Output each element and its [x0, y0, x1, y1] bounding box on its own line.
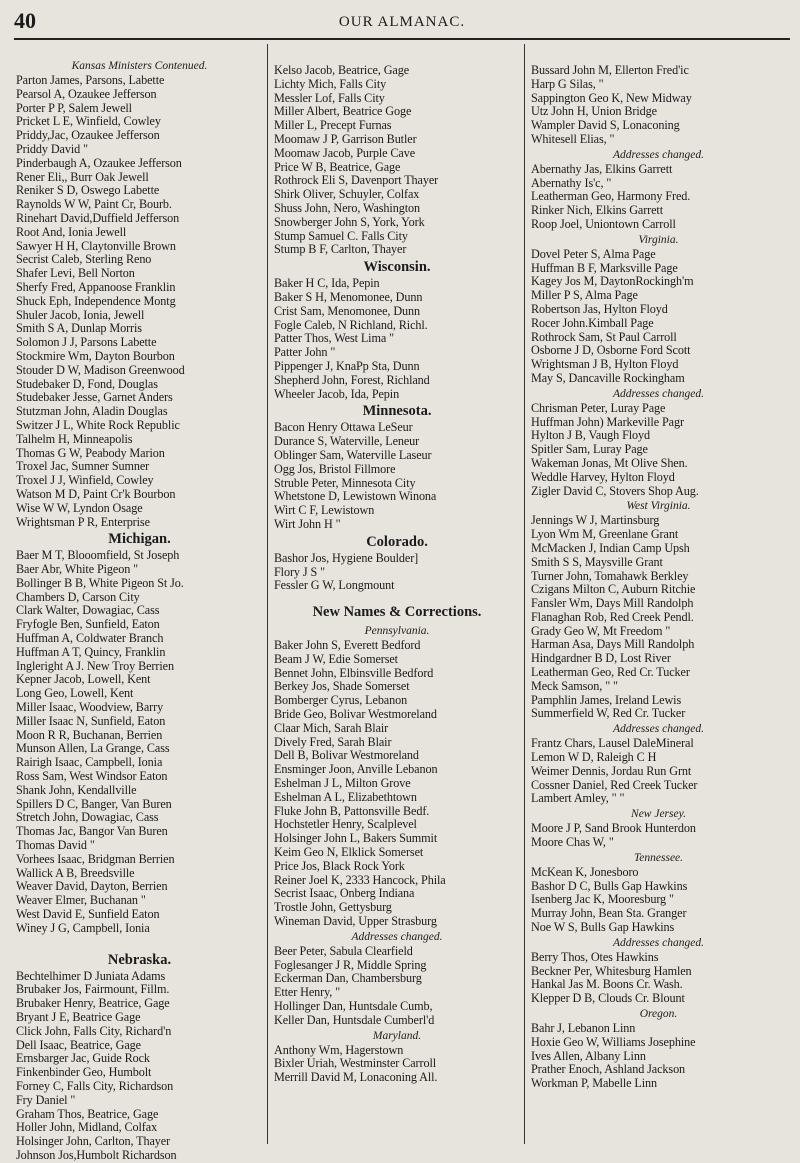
directory-entry: Sawyer H H, Claytonville Brown: [16, 238, 176, 253]
directory-entry: Patter Thos, West Lima ": [274, 331, 394, 346]
directory-entry: Bashor Jos, Hygiene Boulder]: [274, 550, 419, 565]
directory-entry: Abernathy Is'c, ": [531, 175, 612, 190]
directory-entry: Struble Peter, Minnesota City: [274, 475, 416, 490]
directory-entry: Shuss John, Nero, Washington: [274, 200, 420, 215]
directory-entry: Troxel J J, Winfield, Cowley: [16, 473, 154, 488]
directory-entry: Munson Allen, La Grange, Cass: [16, 741, 170, 756]
directory-entry: Thomas David ": [16, 838, 95, 853]
directory-entry: Claar Mich, Sarah Blair: [274, 720, 389, 735]
directory-entry: Secrist Caleb, Sterling Reno: [16, 252, 152, 267]
directory-entry: Hoxie Geo W, Williams Josephine: [531, 1034, 696, 1049]
nebraska-cont-list: [274, 64, 520, 257]
directory-entry: Priddy David ": [16, 141, 88, 156]
directory-entry: Wrightsman P R, Enterprise: [16, 514, 150, 529]
directory-entry: Beckner Per, Whitesburg Hamlen: [531, 963, 692, 978]
directory-entry: Miller P S, Alma Page: [531, 288, 638, 303]
directory-entry: McMacken J, Indian Camp Upsh: [531, 540, 690, 555]
directory-entry: Bollinger B B, White Pigeon St Jo.: [16, 575, 184, 590]
directory-entry: Eshelman A L, Elizabethtown: [274, 789, 417, 804]
west-virginia-list: [531, 514, 786, 721]
directory-entry: Shafer Levi, Bell Norton: [16, 266, 135, 281]
new-names-heading: New Names & Corrections.: [312, 604, 482, 621]
directory-entry: Bixler Uriah, Westminster Carroll: [274, 1056, 437, 1071]
directory-entry: Weimer Dennis, Jordau Run Grnt: [531, 763, 692, 778]
directory-entry: Harp G Silas, ": [531, 76, 604, 91]
directory-entry: Shuck Eph, Independence Montg: [16, 293, 176, 308]
directory-entry: Fluke John B, Pattonsville Bedf.: [274, 803, 430, 818]
directory-entry: Parton James, Parsons, Labette: [16, 73, 165, 87]
directory-entry: Solomon J J, Parsons Labette: [16, 335, 157, 350]
directory-entry: Shuler Jacob, Ionia, Jewell: [16, 307, 145, 322]
directory-entry: Pamphlin James, Ireland Lewis: [531, 692, 682, 707]
directory-entry: Rairigh Isaac, Campbell, Ionia: [16, 755, 163, 770]
directory-entry: Wheeler Jacob, Ida, Pepin: [274, 386, 400, 401]
directory-entry: Moore J P, Sand Brook Hunterdon: [531, 821, 696, 836]
directory-entry: Leatherman Geo, Red Cr. Tucker: [531, 665, 690, 680]
columns: [14, 44, 790, 1162]
directory-entry: Jennings W J, Martinsburg: [531, 513, 660, 528]
directory-entry: Vorhees Isaac, Bridgman Berrien: [16, 851, 175, 866]
wv-addresses-list: [531, 737, 786, 806]
oregon-list: [531, 1022, 786, 1091]
directory-entry: Flanaghan Rob, Red Creek Pendl.: [531, 609, 694, 624]
directory-entry: Finkenbinder Geo, Humbolt: [16, 1065, 152, 1080]
directory-entry: Eckerman Dan, Chambersburg: [274, 971, 422, 986]
directory-entry: Rothrock Sam, St Paul Carroll: [531, 329, 677, 344]
directory-entry: Sherfy Fred, Appanoose Franklin: [16, 279, 176, 294]
directory-entry: Hindgardner B D, Lost River: [531, 651, 671, 666]
directory-entry: Miller L, Precept Furnas: [274, 118, 392, 133]
directory-entry: Moomaw Jacob, Purple Cave: [274, 145, 416, 160]
directory-entry: Dell Isaac, Beatrice, Gage: [16, 1037, 141, 1052]
directory-entry: Lemon W D, Raleigh C H: [531, 750, 657, 765]
section-subheading: Addresses changed.: [613, 148, 704, 161]
directory-entry: Beam J W, Edie Somerset: [274, 651, 398, 666]
directory-entry: Huffman John) Markeville Pagr: [531, 414, 684, 429]
directory-entry: Long Geo, Lowell, Kent: [16, 686, 134, 701]
directory-entry: Oblinger Sam, Waterville Laseur: [274, 447, 432, 462]
directory-entry: Click John, Falls City, Richard'n: [16, 1023, 172, 1038]
directory-entry: Hylton J B, Vaugh Floyd: [531, 428, 651, 443]
directory-entry: Anthony Wm, Hagerstown: [274, 1042, 404, 1057]
directory-entry: Bride Geo, Bolivar Westmoreland: [274, 707, 437, 722]
directory-entry: Baer M T, Blooomfield, St Joseph: [16, 548, 180, 563]
directory-entry: Harman Asa, Days Mill Randolph: [531, 637, 695, 652]
directory-entry: Pippenger J, KnaPp Sta, Dunn: [274, 358, 420, 373]
directory-entry: Frantz Chars, Lausel DaleMineral: [531, 736, 694, 751]
directory-entry: Huffman A T, Quincy, Franklin: [16, 644, 166, 659]
directory-entry: Merrill David M, Lonaconing All.: [274, 1070, 438, 1085]
directory-entry: Holler John, Midland, Colfax: [16, 1120, 158, 1135]
section-subheading: Maryland.: [372, 1029, 422, 1042]
directory-entry: Stretch John, Dowagiac, Cass: [16, 810, 159, 825]
directory-entry: Fansler Wm, Days Mill Randolph: [531, 596, 694, 611]
directory-entry: Dell B, Bolivar Westmoreland: [274, 748, 419, 763]
tn-addresses-list: [531, 951, 786, 1006]
directory-entry: Watson M D, Paint Cr'k Bourbon: [16, 486, 176, 501]
directory-entry: Summerfield W, Red Cr. Tucker: [531, 706, 686, 721]
directory-entry: Sappington Geo K, New Midway: [531, 90, 692, 105]
directory-entry: Thomas Jac, Bangor Van Buren: [16, 824, 168, 839]
directory-entry: Baker John S, Everett Bedford: [274, 638, 421, 653]
directory-entry: Prather Enoch, Ashland Jackson: [531, 1062, 686, 1077]
wisconsin-list: [274, 277, 520, 401]
directory-entry: Pearsol A, Ozaukee Jefferson: [16, 86, 157, 101]
directory-entry: Kagey Jos M, DaytonRockingh'm: [531, 274, 694, 289]
directory-entry: Bussard John M, Ellerton Fred'ic: [531, 63, 689, 77]
directory-entry: Baer Abr, White Pigeon ": [16, 562, 139, 577]
directory-entry: Huffman A, Coldwater Branch: [16, 631, 164, 646]
directory-entry: Hollinger Dan, Huntsdale Cumb,: [274, 999, 433, 1014]
directory-entry: Grady Geo W, Mt Freedom ": [531, 623, 671, 638]
section-subheading: West Virginia.: [626, 500, 691, 513]
directory-entry: Clark Walter, Dowagiac, Cass: [16, 603, 160, 618]
directory-entry: Switzer J L, White Rock Republic: [16, 417, 180, 432]
section-subheading: Pennsylvania.: [364, 625, 430, 638]
directory-entry: Czigans Milton C, Auburn Ritchie: [531, 582, 696, 597]
directory-entry: Forney C, Falls City, Richardson: [16, 1078, 174, 1093]
va-addresses-list: [531, 402, 786, 499]
directory-entry: Graham Thos, Beatrice, Gage: [16, 1106, 159, 1121]
directory-entry: Etter Henry, ": [274, 985, 341, 1000]
directory-entry: Messler Lof, Falls City: [274, 90, 385, 105]
directory-entry: Berkey Jos, Shade Somerset: [274, 679, 410, 694]
directory-entry: Rothrock Eli S, Davenport Thayer: [274, 173, 439, 188]
directory-entry: Utz John H, Union Bridge: [531, 104, 657, 119]
directory-entry: Roop Joel, Uniontown Carroll: [531, 216, 676, 231]
directory-entry: Flory J S ": [274, 564, 325, 579]
directory-entry: Rocer John.Kimball Page: [531, 315, 654, 330]
directory-entry: Weddle Harvey, Hylton Floyd: [531, 469, 675, 484]
directory-entry: Baker S H, Menomonee, Dunn: [274, 289, 423, 304]
directory-entry: Rener Eli,, Burr Oak Jewell: [16, 169, 149, 184]
directory-entry: Cossner Daniel, Red Creek Tucker: [531, 777, 698, 792]
directory-entry: Workman P, Mabelle Linn: [531, 1076, 658, 1091]
directory-entry: Keller Dan, Huntsdale Cumberl'd: [274, 1012, 435, 1027]
directory-entry: Bashor D C, Bulls Gap Hawkins: [531, 878, 688, 893]
directory-entry: Pinderbaugh A, Ozaukee Jefferson: [16, 155, 182, 170]
directory-entry: Lyon Wm M, Greenlane Grant: [531, 527, 679, 542]
minnesota-list: [274, 421, 520, 531]
directory-entry: Shepherd John, Forest, Richland: [274, 372, 430, 387]
directory-entry: Dovel Peter S, Alma Page: [531, 246, 656, 261]
directory-entry: Bryant J E, Beatrice Gage: [16, 1010, 141, 1024]
directory-entry: Rinker Nich, Elkins Garrett: [531, 203, 664, 218]
directory-entry: Priddy,Jac, Ozaukee Jefferson: [16, 128, 160, 143]
directory-entry: Rinehart David,Duffield Jefferson: [16, 210, 180, 225]
directory-entry: Robertson Jas, Hylton Floyd: [531, 301, 668, 316]
directory-entry: Wakeman Jonas, Mt Olive Shen.: [531, 455, 688, 470]
directory-entry: Ogg Jos, Bristol Fillmore: [274, 461, 396, 476]
section-subheading: Addresses changed.: [351, 930, 443, 943]
directory-entry: Porter P P, Salem Jewell: [16, 100, 132, 115]
directory-entry: Huffman B F, Marksville Page: [531, 260, 678, 275]
michigan-list: [16, 549, 263, 935]
section-subheading: Addresses changed.: [613, 723, 704, 736]
directory-entry: Wallick A B, Breedsville: [16, 865, 135, 880]
directory-entry: Spillers D C, Banger, Van Buren: [16, 796, 172, 811]
directory-entry: Brubaker Jos, Fairmount, Fillm.: [16, 982, 170, 997]
directory-entry: Johnson Jos,Humbolt Richardson: [16, 1147, 177, 1162]
directory-entry: Baker H C, Ida, Pepin: [274, 276, 380, 291]
directory-entry: Fry Daniel ": [16, 1092, 76, 1107]
pa-addresses-list: [274, 945, 520, 1028]
section-subheading: Tennessee.: [633, 851, 684, 864]
directory-entry: Lambert Amley, " ": [531, 791, 625, 806]
tennessee-list: [531, 866, 786, 935]
directory-entry: Holsinger John L, Bakers Summit: [274, 831, 438, 846]
directory-entry: Chrisman Peter, Luray Page: [531, 400, 666, 415]
directory-entry: Wrightsman J B, Hylton Floyd: [531, 357, 679, 372]
directory-entry: Crist Sam, Menomonee, Dunn: [274, 303, 421, 318]
directory-entry: Dively Fred, Sarah Blair: [274, 734, 392, 749]
directory-entry: Kepner Jacob, Lowell, Kent: [16, 672, 151, 687]
directory-entry: Wampler David S, Lonaconing: [531, 118, 680, 133]
directory-entry: Wineman David, Upper Strasburg: [274, 914, 437, 929]
directory-entry: Miller Isaac, Woodview, Barry: [16, 700, 164, 715]
directory-entry: Wirt C F, Lewistown: [274, 503, 375, 518]
directory-entry: Moore Chas W, ": [531, 835, 614, 850]
directory-entry: Miller Albert, Beatrice Goge: [274, 104, 412, 119]
directory-entry: Bomberger Cyrus, Lebanon: [274, 693, 408, 708]
directory-entry: Reiner Joel K, 2333 Hancock, Phila: [274, 872, 446, 887]
directory-entry: Klepper D B, Clouds Cr. Blount: [531, 991, 685, 1006]
state-heading: Minnesota.: [362, 403, 432, 420]
directory-entry: Ives Allen, Albany Linn: [531, 1048, 646, 1063]
directory-entry: Pricket L E, Winfield, Cowley: [16, 114, 161, 129]
maryland-list: [274, 1044, 520, 1085]
directory-entry: Moomaw J P, Garrison Butler: [274, 131, 417, 146]
new-jersey-list: [531, 822, 786, 850]
directory-entry: Miller Isaac N, Sunfield, Eaton: [16, 713, 166, 728]
directory-entry: Berry Thos, Otes Hawkins: [531, 949, 659, 964]
directory-entry: Hochstetler Henry, Scalplevel: [274, 817, 417, 832]
directory-entry: Zigler David C, Stovers Shop Aug.: [531, 483, 699, 498]
directory-entry: Leatherman Geo, Harmony Fred.: [531, 189, 691, 204]
directory-entry: Snowberger John S, York, York: [274, 214, 425, 229]
directory-entry: Meck Samson, " ": [531, 678, 618, 693]
virginia-list: [531, 248, 786, 386]
column-2: [267, 44, 524, 1144]
directory-entry: Smith S A, Dunlap Morris: [16, 321, 142, 336]
directory-entry: Price W B, Beatrice, Gage: [274, 159, 401, 174]
directory-entry: Stump B F, Carlton, Thayer: [274, 242, 407, 257]
directory-entry: Beer Peter, Sabula Clearfield: [274, 943, 413, 958]
directory-entry: Whetstone D, Lewistown Winona: [274, 489, 437, 504]
directory-entry: Weaver David, Dayton, Berrien: [16, 879, 168, 894]
directory-entry: Ernsbarger Jac, Guide Rock: [16, 1051, 150, 1066]
directory-entry: Murray John, Bean Sta. Granger: [531, 906, 687, 921]
directory-entry: Talhelm H, Minneapolis: [16, 431, 133, 446]
directory-entry: Stump Samuel C. Falls City: [274, 228, 408, 243]
directory-entry: Ensminger Joon, Anville Lebanon: [274, 762, 438, 777]
section-subheading: Addresses changed.: [613, 387, 704, 400]
directory-entry: Smith S S, Maysville Grant: [531, 554, 663, 569]
directory-entry: Stutzman John, Aladin Douglas: [16, 404, 168, 419]
directory-entry: Stouder D W, Madison Greenwood: [16, 362, 185, 377]
directory-entry: Weaver Elmer, Buchanan ": [16, 893, 146, 908]
directory-entry: Bahr J, Lebanon Linn: [531, 1021, 636, 1036]
page-header: [14, 8, 790, 40]
kansas-list: [16, 74, 263, 529]
directory-entry: West David E, Sunfield Eaton: [16, 907, 160, 922]
state-heading: Michigan.: [108, 531, 171, 548]
directory-entry: Kelso Jacob, Beatrice, Gage: [274, 63, 410, 77]
state-heading: Colorado.: [366, 533, 428, 550]
pennsylvania-list: [274, 639, 520, 929]
directory-entry: Fogle Caleb, N Richland, Richl.: [274, 317, 428, 332]
state-heading: Nebraska.: [107, 951, 172, 968]
page-number: 40: [14, 8, 36, 33]
section-subheading: New Jersey.: [631, 808, 686, 821]
directory-entry: Shank John, Kendallville: [16, 782, 137, 797]
directory-entry: Foglesanger J R, Middle Spring: [274, 957, 427, 972]
directory-entry: Spitler Sam, Luray Page: [531, 442, 648, 457]
directory-entry: Thomas G W, Peabody Marion: [16, 445, 165, 460]
directory-entry: Root And, Ionia Jewell: [16, 224, 127, 239]
directory-entry: Abernathy Jas, Elkins Garrett: [531, 161, 673, 176]
directory-entry: Holsinger John, Carlton, Thayer: [16, 1134, 171, 1149]
section-subheading: Oregon.: [639, 1008, 678, 1021]
directory-entry: Turner John, Tomahawk Berkley: [531, 568, 689, 583]
directory-entry: Ingleright A J. New Troy Berrien: [16, 658, 174, 673]
directory-entry: Patter John ": [274, 345, 336, 360]
directory-entry: Noe W S, Bulls Gap Hawkins: [531, 920, 675, 935]
directory-entry: Troxel Jac, Sumner Sumner: [16, 459, 150, 474]
directory-entry: Eshelman J L, Milton Grove: [274, 776, 411, 791]
directory-entry: Osborne J D, Osborne Ford Scott: [531, 343, 691, 358]
section-subheading: Virginia.: [638, 233, 679, 246]
directory-entry: Stockmire Wm, Dayton Bourbon: [16, 348, 175, 363]
directory-entry: Brubaker Henry, Beatrice, Gage: [16, 996, 170, 1011]
directory-entry: Fessler G W, Longmount: [274, 578, 395, 593]
column-1: [14, 44, 267, 1162]
directory-entry: Whitesell Elias, ": [531, 131, 615, 146]
running-head: OUR ALMANAC.: [338, 14, 466, 30]
directory-entry: Bennet John, Elbinsville Bedford: [274, 665, 434, 680]
maryland-cont-list: [531, 64, 786, 147]
directory-entry: Wise W W, Lyndon Osage: [16, 500, 143, 515]
directory-entry: Reniker S D, Oswego Labette: [16, 183, 160, 198]
section-subheading: Addresses changed.: [613, 936, 704, 949]
nebraska-list: [16, 970, 263, 1163]
directory-entry: Bacon Henry Ottawa LeSeur: [274, 420, 413, 435]
directory-entry: Bechtelhimer D Juniata Adams: [16, 968, 166, 983]
state-heading: Wisconsin.: [363, 259, 431, 276]
directory-entry: Isenberg Jac K, Mooresburg ": [531, 892, 674, 907]
directory-entry: Lichty Mich, Falls City: [274, 76, 387, 91]
directory-entry: McKean K, Jonesboro: [531, 864, 639, 879]
section-subheading: Kansas Ministers Contenued.: [71, 60, 208, 72]
directory-entry: Ross Sam, West Windsor Eaton: [16, 769, 168, 784]
directory-entry: Trostle John, Gettysburg: [274, 900, 392, 915]
colorado-list: [274, 552, 520, 593]
directory-entry: Studebaker D, Fond, Douglas: [16, 376, 158, 391]
directory-entry: Studebaker Jesse, Garnet Anders: [16, 390, 173, 405]
directory-entry: Durance S, Waterville, Leneur: [274, 434, 420, 449]
column-3: [524, 44, 790, 1144]
directory-entry: Chambers D, Carson City: [16, 589, 140, 604]
directory-entry: Hankal Jas M. Boons Cr. Wash.: [531, 977, 683, 992]
directory-entry: Wirt John H ": [274, 516, 341, 531]
directory-entry: May S, Dancaville Rockingham: [531, 370, 685, 385]
directory-entry: Keim Geo N, Elklick Somerset: [274, 845, 424, 860]
directory-entry: Secrist Isaac, Onberg Indiana: [274, 886, 415, 901]
directory-entry: Winey J G, Campbell, Ionia: [16, 920, 150, 935]
directory-entry: Fryfogle Ben, Sunfield, Eaton: [16, 617, 160, 632]
directory-entry: Moon R R, Buchanan, Berrien: [16, 727, 163, 742]
directory-entry: Raynolds W W, Paint Cr, Bourb.: [16, 197, 172, 212]
md-addresses-list: [531, 163, 786, 232]
directory-entry: Price Jos, Black Rock York: [274, 858, 405, 873]
directory-entry: Shirk Oliver, Schuyler, Colfax: [274, 187, 420, 202]
